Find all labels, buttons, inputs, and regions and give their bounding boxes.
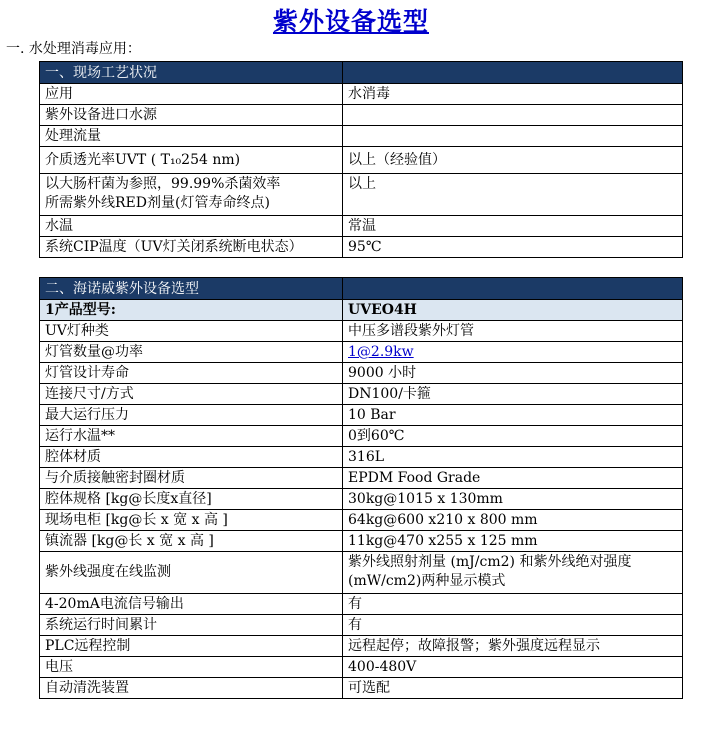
table-row	[40, 321, 683, 342]
row-value: 常温	[343, 216, 683, 237]
table-row	[40, 657, 683, 678]
section-subheading: 一. 水处理消毒应用：	[6, 41, 141, 57]
row-label: 灯管数量@功率	[40, 342, 343, 363]
table-row	[40, 447, 683, 468]
row-label: 紫外设备进口水源	[40, 105, 343, 126]
row-label: 与介质接触密封圈材质	[40, 468, 343, 489]
row-value: 有	[343, 594, 683, 615]
row-label: 腔体材质	[40, 447, 343, 468]
row-value: 有	[343, 615, 683, 636]
section1-header-blank	[343, 62, 683, 84]
table-row	[40, 126, 683, 147]
model-label: 1产品型号:	[40, 300, 343, 321]
row-label: 紫外线强度在线监测	[40, 552, 343, 594]
table-row	[40, 678, 683, 699]
row-value: 以上（经验值）	[343, 147, 683, 174]
row-label: PLC远程控制	[40, 636, 343, 657]
row-value-line: 紫外线照射剂量 (mJ/cm2) 和紫外线绝对强度	[348, 554, 632, 570]
section1-header: 一、现场工艺状况	[40, 62, 343, 84]
row-value: EPDM Food Grade	[343, 468, 683, 489]
table-row	[40, 342, 683, 363]
table-row	[40, 237, 683, 258]
row-label: 灯管设计寿命	[40, 363, 343, 384]
row-label: 处理流量	[40, 126, 343, 147]
row-label: 电压	[40, 657, 343, 678]
table-row	[40, 405, 683, 426]
table-row	[40, 510, 683, 531]
table-row	[40, 384, 683, 405]
row-label: 应用	[40, 84, 343, 105]
row-label-line: 所需紫外线RED剂量(灯管寿命终点)	[45, 195, 270, 211]
table-row	[40, 552, 683, 594]
table-row	[40, 489, 683, 510]
table-row	[40, 468, 683, 489]
row-label: 镇流器 [kg@长 x 宽 x 高 ]	[40, 531, 343, 552]
row-value: 可选配	[343, 678, 683, 699]
row-value: DN100/卡箍	[343, 384, 683, 405]
row-value	[343, 105, 683, 126]
row-label: 最大运行压力	[40, 405, 343, 426]
row-label: 连接尺寸/方式	[40, 384, 343, 405]
table-row	[40, 426, 683, 447]
row-label: UV灯种类	[40, 321, 343, 342]
row-label: 腔体规格 [kg@长度x直径]	[40, 489, 343, 510]
table-row	[40, 636, 683, 657]
row-value: 30kg@1015 x 130mm	[343, 489, 683, 510]
table-row	[40, 216, 683, 237]
table-row	[40, 105, 683, 126]
row-label: 自动清洗装置	[40, 678, 343, 699]
row-value: 9000 小时	[343, 363, 683, 384]
row-value: 11kg@470 x255 x 125 mm	[343, 531, 683, 552]
row-label-line: 以大肠杆菌为参照，99.99%杀菌效率	[45, 176, 281, 192]
row-value	[343, 552, 683, 594]
row-value: 0到60℃	[343, 426, 683, 447]
table-row	[40, 531, 683, 552]
section2-header: 二、海诺威紫外设备选型	[40, 278, 343, 300]
table-row	[40, 84, 683, 105]
row-label	[40, 174, 343, 216]
model-row	[40, 300, 683, 321]
row-value: 95℃	[343, 237, 683, 258]
section2-header-blank	[343, 278, 683, 300]
row-label: 介质透光率UVT ( T₁₀254 nm)	[40, 147, 343, 174]
table-row	[40, 363, 683, 384]
row-label: 系统运行时间累计	[40, 615, 343, 636]
table-row	[40, 594, 683, 615]
row-label: 系统CIP温度（UV灯关闭系统断电状态）	[40, 237, 343, 258]
table-row	[40, 147, 683, 174]
row-value	[343, 126, 683, 147]
site-conditions-table	[39, 61, 683, 258]
table-row	[40, 174, 683, 216]
row-value: 10 Bar	[343, 405, 683, 426]
row-value: 以上	[343, 174, 683, 216]
row-label: 水温	[40, 216, 343, 237]
row-label: 现场电柜 [kg@长 x 宽 x 高 ]	[40, 510, 343, 531]
row-value: 316L	[343, 447, 683, 468]
row-value: 远程起停；故障报警；紫外强度远程显示	[343, 636, 683, 657]
row-value-line: (mW/cm2)两种显示模式	[348, 573, 506, 589]
lamp-power-link[interactable]: 1@2.9kw	[348, 344, 414, 360]
table-header-row	[40, 62, 683, 84]
row-value: 64kg@600 x210 x 800 mm	[343, 510, 683, 531]
row-label: 运行水温**	[40, 426, 343, 447]
table-header-row	[40, 278, 683, 300]
model-value: UVEO4H	[343, 300, 683, 321]
page-title: 紫外设备选型	[272, 7, 429, 36]
row-value: 中压多谱段紫外灯管	[343, 321, 683, 342]
row-value: 400-480V	[343, 657, 683, 678]
table-row	[40, 615, 683, 636]
row-label: 4-20mA电流信号输出	[40, 594, 343, 615]
row-value: 水消毒	[343, 84, 683, 105]
equipment-selection-table	[39, 277, 683, 699]
row-value	[343, 342, 683, 363]
